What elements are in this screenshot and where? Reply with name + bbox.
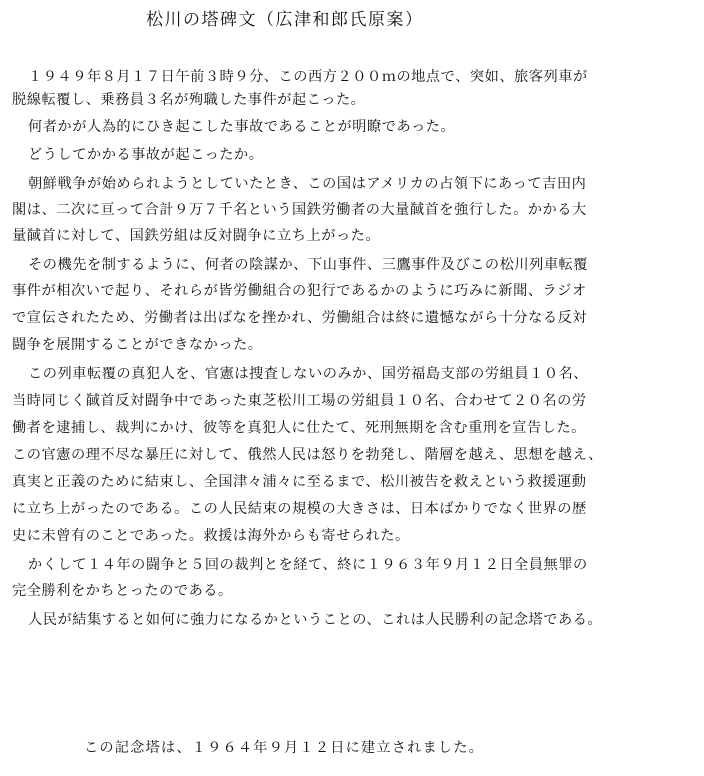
text-line: に立ち上がったのである。この人民結束の規模の大きさは、日本ばかりでなく世界の歴 [12, 501, 587, 517]
text-line: 何者かが人為的にひき起こした事故であることが明瞭であった。 [28, 119, 456, 135]
text-line: 朝鮮戦争が始められようとしていたとき、この国はアメリカの占領下にあって吉田内 [28, 176, 587, 192]
closing-line: この記念塔は、１９６４年９月１２日に建立されました。 [84, 740, 485, 756]
text-line: 闘争を展開することができなかった。 [12, 337, 263, 353]
text-line: 働者を逮捕し、裁判にかけ、彼等を真犯人に仕たて、死刑無期を含む重刑を宣告した。 [12, 420, 586, 436]
text-line: で宣伝されたため、労働者は出ばなを挫かれ、労働組合は終に遺憾ながら十分なる反対 [12, 310, 588, 326]
text-line: 当時同じく馘首反対闘争中であった東芝松川工場の労組員１０名、合わせて２０名の労 [12, 393, 587, 409]
text-line: 真実と正義のために結束し、全国津々浦々に至るまで、松川被告を救えという救援運動 [12, 474, 587, 490]
text-line: 事件が相次いで起り、それらが皆労働組合の犯行であるかのように巧みに新聞、ラジオ [12, 283, 587, 299]
text-line: かくして１４年の闘争と５回の裁判とを経て、終に１９６３年９月１２日全員無罪の [28, 557, 588, 573]
text-line: 完全勝利をかちとったのである。 [12, 583, 233, 599]
document-title: 松川の塔碑文（広津和郎氏原案） [146, 10, 424, 30]
text-line: この列車転覆の真犯人を、官憲は捜査しないのみか、国労福島支部の労組員１０名、 [28, 366, 589, 382]
text-line: 脱線転覆し、乗務員３名が殉職した事件が起こった。 [12, 92, 366, 108]
text-line: この官憲の理不尽な暴圧に対して、俄然人民は怒りを勃発し、階層を越え、思想を越え、 [12, 447, 603, 463]
text-line: 史に未曾有のことであった。救援は海外からも寄せられた。 [12, 528, 410, 544]
text-line: どうしてかかる事故が起こったか。 [28, 147, 264, 163]
text-line: 量馘首に対して、国鉄労組は反対闘争に立ち上がった。 [12, 228, 381, 244]
text-line: 閣は、二次に亘って合計９万７千名という国鉄労働者の大量馘首を強行した。かかる大 [12, 202, 587, 218]
text-line: １９４９年８月１７日午前３時９分、この西方２００ｍの地点で、突如、旅客列車が [28, 69, 588, 85]
text-line: その機先を制するように、何者の陰謀か、下山事件、三鷹事件及びこの松川列車転覆 [28, 257, 589, 273]
text-line: 人民が結集すると如何に強力になるかということの、これは人民勝利の記念塔である。 [28, 612, 603, 628]
